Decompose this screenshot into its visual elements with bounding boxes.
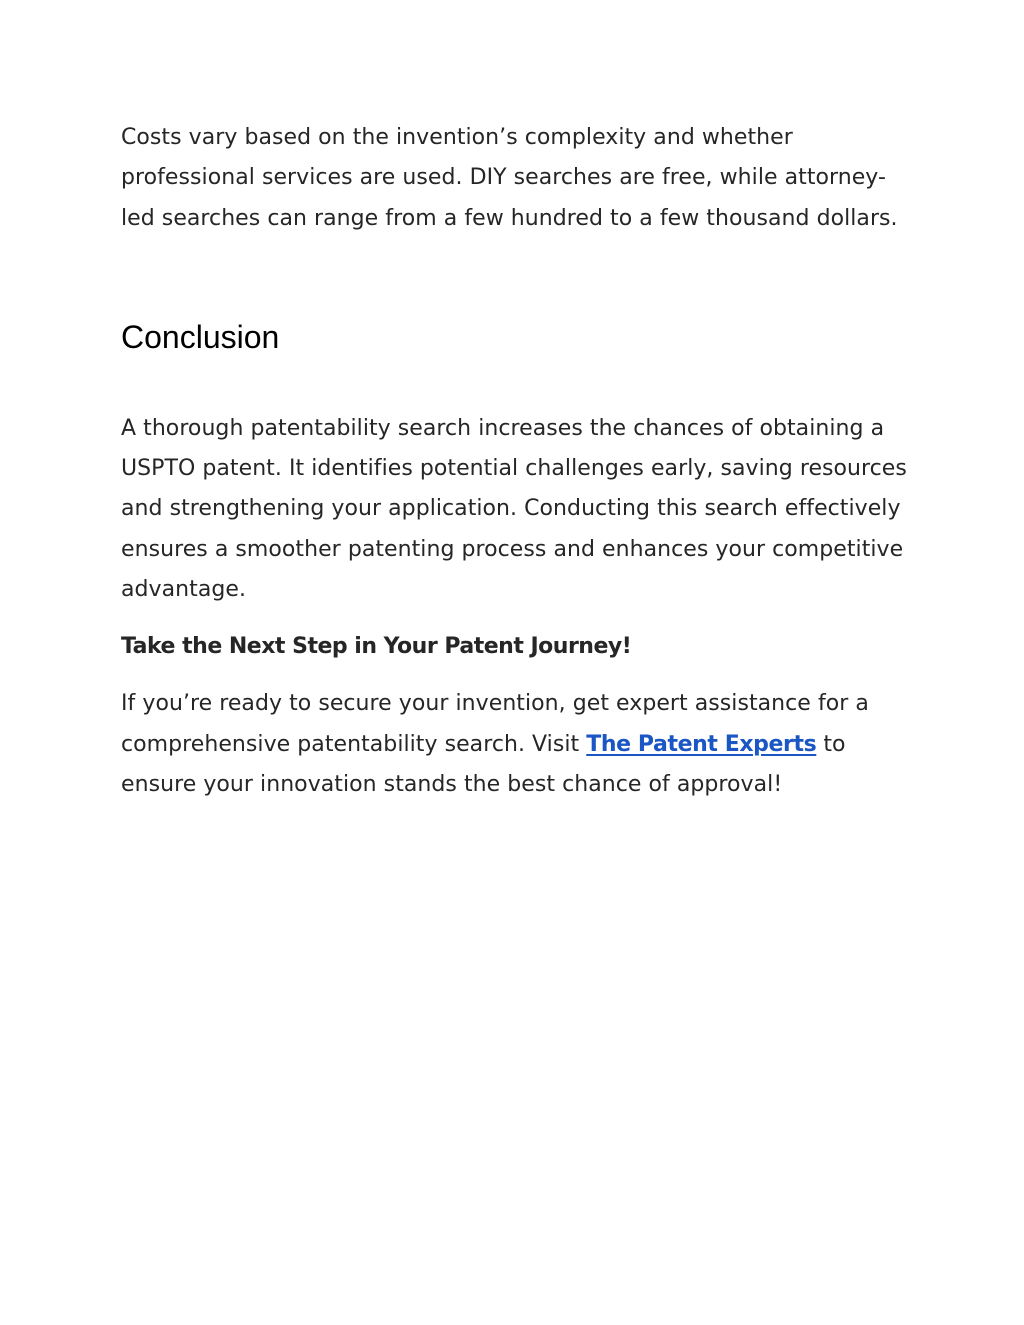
- document-page: [121, 118, 911, 805]
- cta-paragraph: [121, 684, 911, 805]
- conclusion-heading: Conclusion: [121, 318, 280, 355]
- costs-paragraph: Costs vary based on the invention’s complexity and whether professional services are used. DIY searches are free, while attorney-led searches can range from a few hundred to a few thousand dollars.: [121, 125, 898, 231]
- conclusion-paragraph: A thorough patentability search increases the chances of obtaining a USPTO patent. It identifies potential challenges early, saving resources and strengthening your application. Conducting this search effectively ensures a smoother patenting process and enhances your competitive advantage.: [121, 415, 907, 603]
- cta-title: Take the Next Step in Your Patent Journey!: [121, 634, 632, 660]
- cta-text-before-link: If you’re ready to secure your invention, get expert assistance for a comprehensive patentability search. Visit: [121, 691, 869, 757]
- cta-text-after-link: to ensure your innovation stands the best chance of approval!: [121, 731, 846, 797]
- the-patent-experts-link[interactable]: The Patent Experts: [586, 731, 817, 757]
